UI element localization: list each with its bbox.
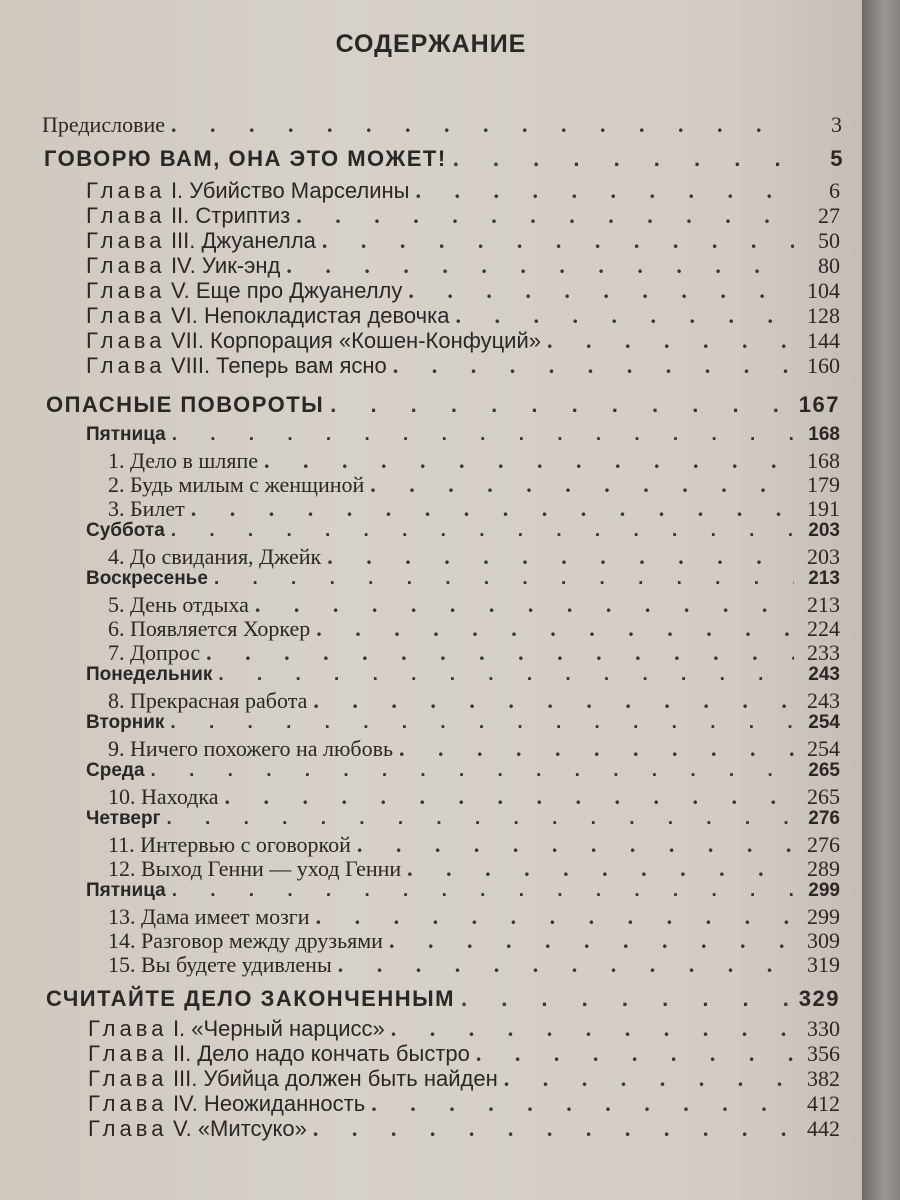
toc-entry-page: 382 — [807, 1066, 840, 1091]
toc-part-3 — [46, 986, 840, 1012]
toc-chapter — [86, 203, 840, 229]
toc-entry-page: 144 — [807, 328, 840, 353]
toc-part-page: 329 — [798, 986, 840, 1011]
chapter-word: Глава — [86, 353, 166, 378]
dot-leader — [455, 303, 794, 329]
dot-leader — [296, 203, 794, 229]
toc-chapter — [88, 1066, 840, 1092]
toc-entry-label — [88, 1066, 498, 1092]
toc-entry-page: 309 — [807, 928, 840, 953]
toc-item — [108, 640, 840, 666]
dot-leader — [171, 112, 796, 138]
toc-day — [86, 568, 840, 594]
toc-entry-label: 11. Интервью с оговоркой — [108, 832, 351, 857]
dot-leader — [357, 832, 794, 858]
dot-leader — [389, 928, 794, 954]
toc-day — [86, 760, 840, 786]
chapter-word: Глава — [86, 253, 166, 278]
dot-leader — [338, 952, 794, 978]
toc-entry-label — [86, 353, 387, 379]
toc-part-label: СЧИТАЙТЕ ДЕЛО ЗАКОНЧЕННЫМ — [46, 986, 455, 1011]
toc-entry-page: 233 — [807, 640, 840, 665]
toc-item — [108, 856, 840, 882]
toc-entry-page: 276 — [808, 808, 840, 829]
chapter-title: IV. Уик-энд — [170, 253, 281, 278]
toc-entry-label: 7. Допрос — [108, 640, 201, 665]
toc-entry-label — [86, 228, 316, 254]
toc-entry-page: 442 — [807, 1116, 840, 1141]
toc-day — [86, 880, 840, 906]
dot-leader — [264, 448, 794, 474]
toc-entry-page: 80 — [818, 253, 840, 278]
toc-entry-label — [86, 303, 449, 329]
toc-entry-page: 168 — [807, 448, 840, 473]
chapter-title: II. Стриптиз — [170, 203, 291, 228]
toc-part-1 — [44, 146, 844, 172]
toc-chapter — [86, 253, 840, 279]
toc-entry-page: 128 — [807, 303, 840, 328]
toc-chapter — [86, 278, 840, 304]
toc-part-page: 5 — [830, 146, 844, 171]
toc-entry-page: 356 — [807, 1041, 840, 1066]
toc-entry-label: 12. Выход Генни — уход Генни — [108, 856, 402, 881]
toc-entry-label — [86, 328, 541, 354]
toc-entry-label: 6. Появляется Хоркер — [108, 616, 311, 641]
toc-item — [108, 496, 840, 522]
toc-entry-label — [86, 203, 290, 229]
toc-entry-page: 243 — [808, 664, 840, 685]
page-title: СОДЕРЖАНИЕ — [335, 30, 527, 58]
dot-leader — [547, 328, 794, 354]
book-spine-edge — [862, 0, 900, 1200]
toc-entry-page: 319 — [807, 952, 840, 977]
toc-entry-label: 2. Будь милым с женщиной — [108, 472, 365, 497]
chapter-word: Глава — [86, 278, 166, 303]
chapter-title: I. Убийство Марселины — [170, 178, 410, 203]
chapter-word: Глава — [86, 303, 166, 328]
toc-day — [86, 424, 840, 450]
toc-day-label: Суббота — [86, 520, 165, 541]
toc-part-2 — [46, 392, 840, 418]
toc-item — [108, 904, 840, 930]
chapter-word: Глава — [88, 1091, 168, 1116]
toc-entry-page: 179 — [807, 472, 840, 497]
toc-entry-page: 299 — [807, 904, 840, 929]
dot-leader — [218, 664, 794, 686]
toc-item — [108, 736, 840, 762]
toc-entry-label: 4. До свидания, Джейк — [108, 544, 322, 569]
dot-leader — [399, 736, 794, 762]
toc-entry-label — [86, 178, 409, 204]
toc-day-label: Пятница — [86, 880, 166, 901]
toc-entry-label: 1. Дело в шляпе — [108, 448, 258, 473]
dot-leader — [461, 986, 793, 1012]
toc-day-label: Понедельник — [86, 664, 213, 685]
chapter-title: III. Джуанелла — [170, 228, 316, 253]
chapter-title: VI. Непокладистая девочка — [170, 303, 450, 328]
toc-chapter — [88, 1116, 840, 1142]
toc-item — [108, 688, 840, 714]
toc-entry-page: 412 — [807, 1091, 840, 1116]
toc-chapter — [88, 1041, 840, 1067]
dot-leader — [476, 1041, 794, 1067]
toc-day-label: Вторник — [86, 712, 165, 733]
toc-item — [108, 952, 840, 978]
toc-day — [86, 664, 840, 690]
dot-leader — [330, 392, 793, 418]
dot-leader — [316, 616, 794, 642]
chapter-title: VIII. Теперь вам ясно — [170, 353, 387, 378]
dot-leader — [313, 1116, 794, 1142]
toc-entry-label: 5. День отдыха — [108, 592, 249, 617]
toc-chapter — [88, 1091, 840, 1117]
chapter-word: Глава — [86, 228, 166, 253]
dot-leader — [316, 904, 794, 930]
chapter-word: Глава — [86, 328, 166, 353]
dot-leader — [504, 1066, 794, 1092]
toc-day — [86, 520, 840, 546]
toc-chapter — [88, 1016, 840, 1042]
toc-entry-page: 160 — [807, 353, 840, 378]
toc-entry-page: 265 — [807, 784, 840, 809]
toc-chapter — [86, 303, 840, 329]
toc-chapter — [86, 228, 840, 254]
toc-entry-page: 203 — [808, 520, 840, 541]
toc-item — [108, 928, 840, 954]
toc-entry-page: 254 — [808, 712, 840, 733]
dot-leader — [191, 496, 794, 522]
dot-leader — [415, 178, 794, 204]
chapter-word: Глава — [88, 1016, 168, 1041]
toc-part-page: 167 — [798, 392, 840, 417]
toc-day — [86, 712, 840, 738]
toc-entry-label — [88, 1016, 385, 1042]
toc-entry-page: 254 — [807, 736, 840, 761]
toc-part-label: ГОВОРЮ ВАМ, ОНА ЭТО МОЖЕТ! — [44, 146, 447, 171]
dot-leader — [313, 688, 794, 714]
toc-entry-page: 6 — [829, 178, 840, 203]
dot-leader — [453, 146, 798, 172]
toc-entry-label — [88, 1116, 307, 1142]
toc-entry-label: 14. Разговор между друзьями — [108, 928, 383, 953]
toc-entry-label: 10. Находка — [108, 784, 219, 809]
dot-leader — [225, 784, 795, 810]
chapter-word: Глава — [88, 1066, 168, 1091]
chapter-word: Глава — [86, 178, 166, 203]
toc-entry-page: 299 — [808, 880, 840, 901]
toc-part-label: ОПАСНЫЕ ПОВОРОТЫ — [46, 392, 325, 417]
dot-leader — [214, 568, 794, 590]
toc-entry-page: 289 — [807, 856, 840, 881]
toc-entry-label: 13. Дама имеет мозги — [108, 904, 310, 929]
dot-leader — [371, 1091, 794, 1117]
dot-leader — [408, 278, 794, 304]
toc-item — [108, 832, 840, 858]
toc-item — [108, 784, 840, 810]
toc-entry-page: 50 — [818, 228, 840, 253]
toc-entry-page: 3 — [831, 112, 842, 137]
toc-entry-label: Предисловие — [42, 112, 165, 137]
toc-entry-label — [88, 1041, 470, 1067]
chapter-title: III. Убийца должен быть найден — [172, 1066, 498, 1091]
dot-leader — [171, 520, 794, 542]
toc-entry-page: 191 — [807, 496, 840, 521]
toc-day-label: Пятница — [86, 424, 166, 445]
toc-entry-page: 213 — [808, 568, 840, 589]
toc-entry-label — [88, 1091, 365, 1117]
toc-item — [108, 472, 840, 498]
dot-leader — [391, 1016, 794, 1042]
chapter-title: IV. Неожиданность — [172, 1091, 366, 1116]
chapter-word: Глава — [88, 1041, 168, 1066]
chapter-title: I. «Черный нарцисс» — [172, 1016, 385, 1041]
toc-entry-page: 265 — [808, 760, 840, 781]
toc-entry-label — [86, 278, 402, 304]
chapter-title: VII. Корпорация «Кошен-Конфуций» — [170, 328, 541, 353]
toc-entry-label: 3. Билет — [108, 496, 185, 521]
chapter-title: V. Еще про Джуанеллу — [170, 278, 403, 303]
dot-leader — [172, 880, 794, 902]
chapter-word: Глава — [86, 203, 166, 228]
toc-day-label: Воскресенье — [86, 568, 208, 589]
toc-entry-page: 276 — [807, 832, 840, 857]
toc-day-label: Четверг — [86, 808, 161, 829]
toc-entry-page: 203 — [807, 544, 840, 569]
toc-entry-page: 330 — [807, 1016, 840, 1041]
toc-item — [108, 592, 840, 618]
toc-chapter — [86, 353, 840, 379]
toc-entry-label: 15. Вы будете удивлены — [108, 952, 332, 977]
toc-entry-label: 8. Прекрасная работа — [108, 688, 308, 713]
toc-entry-preface — [42, 112, 842, 138]
dot-leader — [151, 760, 794, 782]
chapter-word: Глава — [88, 1116, 168, 1141]
toc-chapter — [86, 328, 840, 354]
toc-item — [108, 448, 840, 474]
toc-entry-page: 104 — [807, 278, 840, 303]
chapter-title: II. Дело надо кончать быстро — [172, 1041, 470, 1066]
dot-leader — [167, 808, 795, 830]
chapter-title: V. «Митсуко» — [172, 1116, 307, 1141]
toc-chapter — [86, 178, 840, 204]
toc-entry-page: 168 — [808, 424, 840, 445]
toc-entry-label — [86, 253, 280, 279]
dot-leader — [170, 712, 794, 734]
toc-entry-page: 224 — [807, 616, 840, 641]
dot-leader — [255, 592, 794, 618]
dot-leader — [172, 424, 794, 446]
toc-entry-page: 27 — [818, 203, 840, 228]
dot-leader — [393, 353, 794, 379]
toc-day-label: Среда — [86, 760, 145, 781]
toc-item — [108, 616, 840, 642]
toc-entry-page: 243 — [807, 688, 840, 713]
toc-entry-page: 213 — [807, 592, 840, 617]
toc-day — [86, 808, 840, 834]
dot-leader — [206, 640, 794, 666]
toc-entry-label: 9. Ничего похожего на любовь — [108, 736, 394, 761]
dot-leader — [322, 228, 794, 254]
dot-leader — [370, 472, 794, 498]
dot-leader — [407, 856, 794, 882]
dot-leader — [327, 544, 794, 570]
toc-item — [108, 544, 840, 570]
dot-leader — [286, 253, 794, 279]
